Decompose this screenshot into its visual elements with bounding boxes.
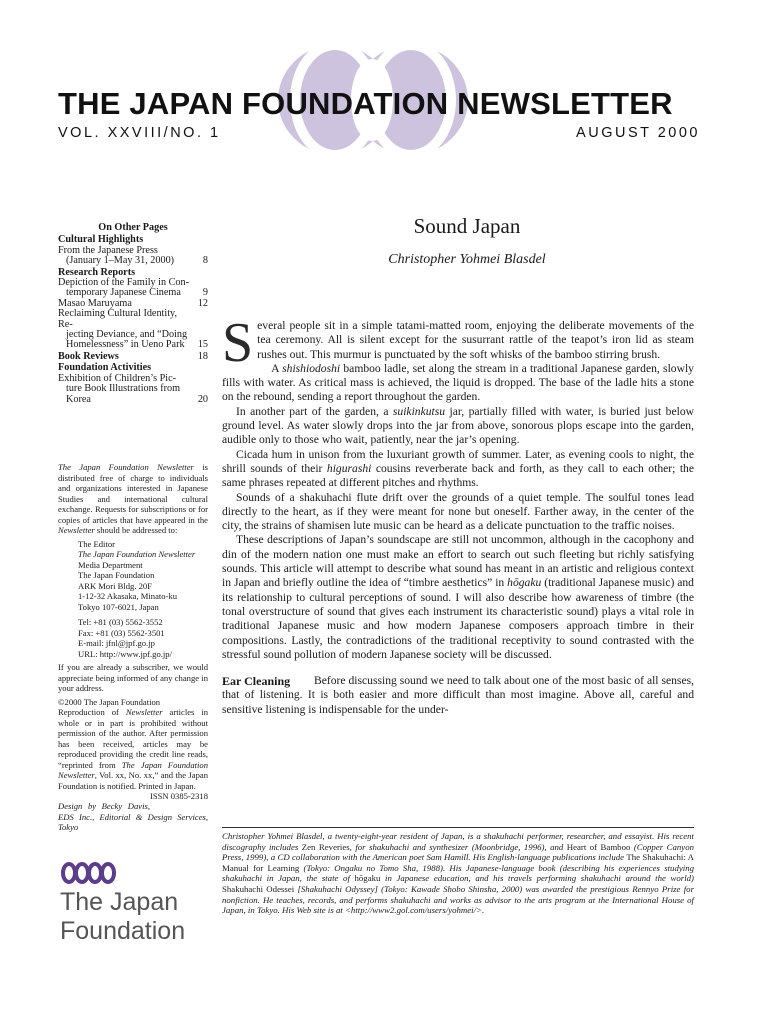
work-title: Heart of Bamboo — [566, 841, 631, 852]
paragraph-text: bamboo ladle, set along the stream in a traditional Japanese garden, slowly fills with water. As critical mass is achieved, the liquid is dropped. The base of the ladle hits a stone on the rebound, sending a report throughout the garden. — [222, 361, 694, 404]
toc-entry-line: Reclaiming Cultural Identity, Re- — [58, 308, 178, 330]
publication-info — [58, 462, 208, 833]
subscriber-note: If you are already a subscriber, we would appreciate being informed of any change in your address. — [58, 662, 208, 693]
japanese-term: higurashi — [326, 461, 372, 475]
distribution-end: should be addressed to: — [94, 525, 178, 535]
toc-category: Cultural Highlights — [58, 234, 144, 246]
paragraph — [222, 362, 694, 405]
author-footnote — [222, 831, 694, 916]
mailing-address — [58, 539, 208, 660]
work-title: Shakuhachi Odessei — [222, 883, 295, 894]
newsletter-name: The Japan Foundation Newsletter — [58, 462, 194, 472]
paragraph-text: Before discussing sound we need to talk about one of the most basic of all senses, that of listening. It is both easier and more difficult than most imagine. Above all, careful and sensitive listening is indispensable for the under- — [222, 674, 694, 716]
toc-entry[interactable] — [58, 374, 208, 405]
paragraph — [222, 533, 694, 662]
toc-category: Foundation Activities — [58, 362, 152, 374]
address-line: Tokyo 107-6021, Japan — [78, 601, 159, 612]
website-link[interactable]: URL: http://www.jpf.go.jp/ — [78, 648, 172, 659]
address-line: The Japan Foundation — [78, 570, 155, 580]
work-title: Zen Reveries — [301, 841, 350, 852]
paragraph-text: Cicada hum in unison from the luxuriant growth of summer. Later, as evening cools to night, the shrill sounds of their — [222, 447, 694, 475]
newsletter-word: Newsletter — [125, 707, 163, 717]
toc-entry-line: Korea — [66, 393, 91, 405]
footnote-text: in Japanese education, and his travels performing shakuhachi around the world) — [380, 873, 694, 884]
volume-number: VOL. XXVIII/NO. 1 — [58, 125, 221, 141]
paragraph — [222, 674, 694, 717]
foundation-logo-icon — [60, 860, 116, 886]
toc-page-number: 12 — [197, 297, 208, 309]
newsletter-title: THE JAPAN FOUNDATION NEWSLETTER — [58, 86, 673, 121]
footnote-text: (Copper Canyon Press, 1999), a CD collaboration with the American poet Sam Hamill. His English-language publications include — [222, 841, 694, 863]
japanese-term: shishiodoshi — [282, 361, 341, 375]
japanese-term: suikinkutsu — [392, 404, 446, 418]
footnote-text: [Shakuhachi Odyssey] (Tokyo: Kawade Shobo Shinsha, 2000) was awarded the prestigious Rennyo Prize for nonfiction. He teaches, records, and performs shakuhachi and works as advisor to the arts program at the International House of Japan, in Tokyo. His Web site is at <http://www2.gol.com/users/yohmei/>. — [222, 883, 694, 916]
toc-page-number: 15 — [197, 339, 208, 351]
paragraph-text: In another part of the garden, a — [236, 404, 393, 418]
paragraph — [222, 448, 694, 491]
distribution-note — [58, 462, 208, 536]
footnote-text: (Tokyo: Ongaku no Tomo Sha, 1988). His Japanese-language book (describing his experiences studying shakuhachi in Japan, the state of — [222, 862, 695, 884]
foundation-wordmark — [60, 888, 185, 946]
email-link[interactable]: E-mail: jfnl@jpf.go.jp — [78, 638, 155, 648]
issue-date: AUGUST 2000 — [576, 125, 700, 141]
toc-entry[interactable] — [58, 278, 208, 299]
reproduction-note — [58, 707, 208, 801]
japanese-term: hōgaku — [507, 576, 542, 590]
paragraph-text: everal people sit in a simple tatami-matted room, enjoying the deliberate movements of the tea ceremony. All is silent except for the susurrant rattle of the teapot’s iron lid as steam rushes out. This murmur is punctuated by the soft whisks of the bamboo stirring brush. — [257, 319, 694, 361]
toc-entry-line: Masao Maruyama — [58, 297, 132, 309]
toc-entry[interactable] — [58, 246, 208, 267]
toc-page-number: 20 — [197, 393, 208, 405]
foundation-wordmark-line: Foundation — [60, 917, 186, 945]
copyright: ©2000 The Japan Foundation — [58, 696, 161, 707]
article-author: Christopher Yohmei Blasdel — [388, 252, 546, 267]
address-line: The Japan Foundation Newsletter — [78, 549, 196, 559]
article-body — [222, 312, 694, 717]
toc-entry-line: jecting Deviance, and “Doing — [66, 329, 188, 341]
toc-entry-line: From the Japanese Press — [58, 244, 158, 256]
footnote-divider — [222, 827, 694, 828]
toc-entry-line: temporary Japanese Cinema — [66, 287, 181, 299]
reproduction-text: Reproduction of — [58, 707, 126, 717]
foundation-wordmark-line: The Japan — [60, 888, 179, 916]
phone-number: Tel: +81 (03) 5562-3552 — [78, 617, 163, 627]
design-credit: Design by Becky Davis, EDS Inc., Editorial & Design Services, Tokyo — [58, 801, 208, 832]
address-line: The Editor — [78, 538, 115, 549]
reproduction-text: articles in whole or in part is prohibited without permission of the author. After permission has been received, articles may be reproduced providing the credit line reads, “reprinted from — [58, 707, 208, 770]
table-of-contents — [58, 223, 208, 405]
toc-page-number: 18 — [197, 350, 208, 362]
toc-category: Book Reviews — [58, 350, 119, 362]
work-title: The Shakuhachi: A Manual for Learning — [222, 852, 694, 873]
toc-entry-line: ture Book Illustrations from — [66, 383, 181, 395]
japanese-term: hōgaku — [354, 873, 381, 884]
paragraph-text: jar, partially filled with water, is buried just below ground level. As water slowly drops into the jar from above, sonorous plops escape into the garden, audible only to those who wait, patiently, near the jar’s opening. — [222, 404, 694, 447]
toc-category: Research Reports — [58, 266, 136, 278]
address-line: 1-12-32 Akasaka, Minato-ku — [78, 591, 178, 601]
toc-entry-line: Depiction of the Family in Con- — [58, 277, 190, 289]
footnote-text: , for shakuhachi and synthesizer (Moonbridge, 1996), and — [349, 841, 567, 852]
drop-cap: S — [222, 312, 254, 374]
paragraph-text: These descriptions of Japan’s soundscape are still not uncommon, although in the cacophony and din of the modern nation one must make an effort to search out such fleeting but richly satisfying sounds. This article will attempt to describe what sound has meant in an artistic and religious context in Japan and briefly outline the idea of “timbre aesthetics” in — [222, 533, 694, 590]
toc-entry[interactable] — [58, 309, 208, 351]
newsletter-word: Newsletter — [58, 525, 95, 535]
paragraph: Sounds of a shakuhachi flute drift over the grounds of a quiet temple. The soulful tones lead directly to the heart, as if they were meant for none but oneself. Farther away, in the center of the city, the strains of shamisen lute music can be heard as a delicate punctuation to the traffic noises. — [222, 490, 694, 533]
reproduction-text: , Vol. xx, No. xx,” and the Japan Foundation is notified. Printed in Japan. — [58, 770, 208, 791]
toc-entry-line: Homelessness” in Ueno Park — [66, 339, 185, 351]
fax-number: Fax: +81 (03) 5562-3501 — [78, 627, 165, 638]
toc-entry-line: Exhibition of Children’s Pic- — [58, 372, 176, 384]
toc-page-number: 9 — [202, 287, 208, 299]
toc-heading: On Other Pages — [98, 222, 168, 233]
paragraph-text: cousins reverberate back and forth, as they call to each other; the same phrases repeated at different pitches and rhythms. — [222, 461, 694, 490]
article-title: Sound Japan — [413, 214, 521, 238]
paragraph-text: (traditional Japanese music) and its relationship to cultural perceptions of sound. I will also describe how awareness of timbre (the tonal overstructure of sound that gives each instrument its characteristic sound) plays a vital role in traditional Japanese music and how modern Japanese composers approach timbre in their compositions. Lastly, the contradictions of the traditional receptivity to sound contrasted with the stressful sound pollution of modern Japanese society will be discussed. — [222, 576, 694, 661]
paragraph — [222, 405, 694, 448]
address-line: ARK Mori Bldg. 20F — [78, 580, 153, 591]
distribution-text: is distributed free of charge to individuals and organizations interested in Japanese Studies and international cultural exchange. Requests for subscriptions or for copies of articles that have appeared in the — [58, 462, 208, 525]
paragraph-text: A — [271, 361, 283, 375]
toc-entry[interactable] — [58, 352, 208, 362]
newsletter-name: The Japan Foundation Newsletter — [58, 759, 208, 780]
address-line: Media Department — [78, 559, 143, 570]
footnote-text: Christopher Yohmei Blasdel, a twenty-eight-year resident of Japan, is a shakuhachi performer, researcher, and essayist. His recent discography includes — [222, 831, 694, 852]
toc-entry-line: (January 1–May 31, 2000) — [66, 255, 175, 267]
section-heading: Ear Cleaning — [222, 674, 291, 689]
issn: ISSN 0385-2318 — [149, 791, 208, 801]
toc-page-number: 8 — [202, 255, 208, 267]
